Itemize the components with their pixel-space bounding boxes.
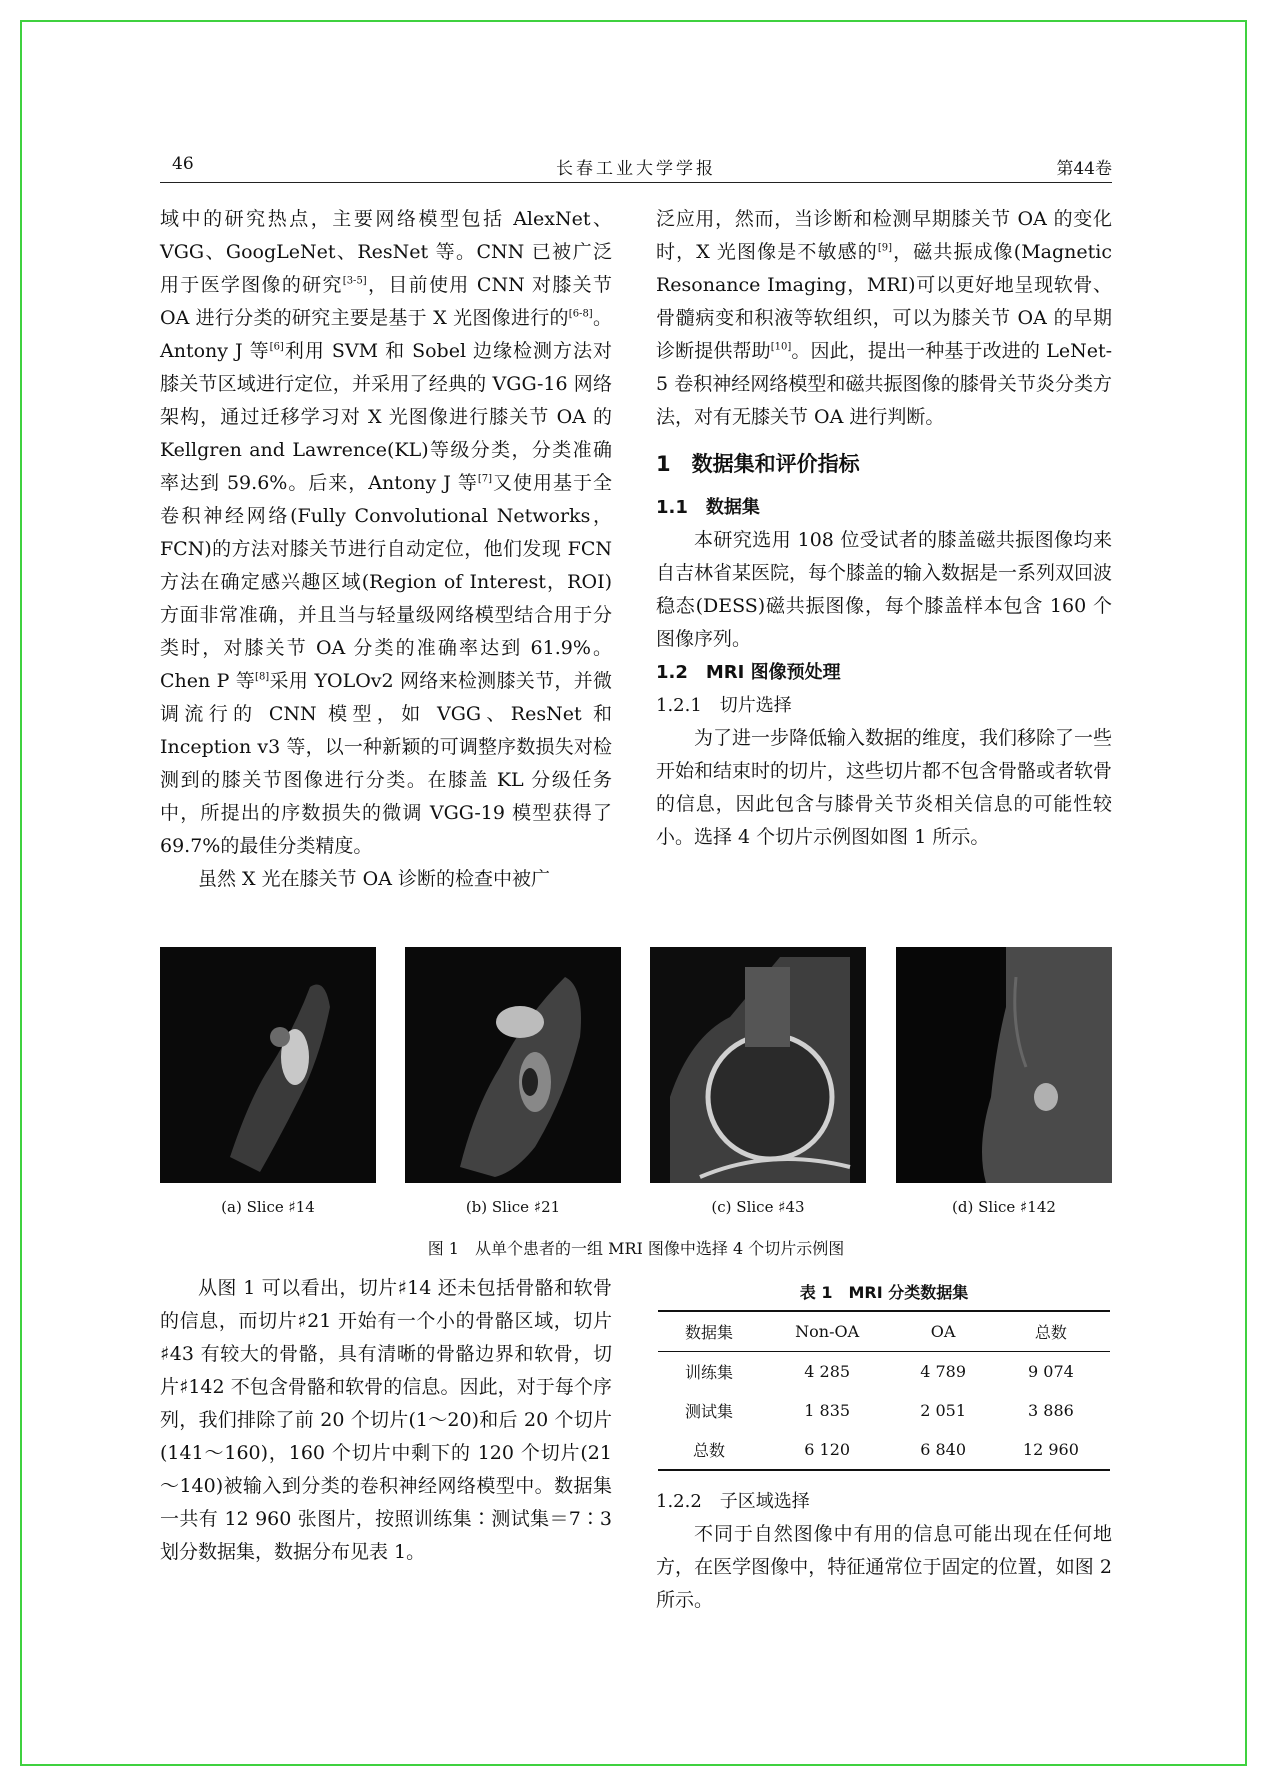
table-cell: 6 840 xyxy=(920,1440,967,1459)
citation: [6-8] xyxy=(568,308,593,320)
table-row xyxy=(658,1352,1110,1392)
table-cell: 6 120 xyxy=(804,1440,851,1459)
right-column-top xyxy=(656,203,1112,854)
right-column-bottom xyxy=(656,1485,1112,1617)
table-cell: 2 051 xyxy=(920,1401,967,1420)
table-cell: 总数 xyxy=(692,1441,725,1460)
text-run: ，磁共振成像(Magnetic Resonance Imaging，MRI)可以更好地呈现软骨、骨髓病变和积液等软组织，可以为膝关节 OA 的早期诊断提供帮助 xyxy=(656,241,1112,362)
mri-slice-21-graphic xyxy=(405,947,621,1183)
left-column-top xyxy=(160,203,612,896)
mri-slice-142-image xyxy=(896,947,1112,1183)
subsubsection-heading: 1.2.2 子区域选择 xyxy=(656,1491,810,1512)
table-cell: 3 886 xyxy=(1028,1401,1074,1420)
paragraph: 本研究选用 108 位受试者的膝盖磁共振图像均来自吉林省某医院，每个膝盖的输入数据是一系列双回波稳态(DESS)磁共振图像，每个膝盖样本包含 160 个图像序列。 xyxy=(656,529,1113,650)
paragraph: 虽然 X 光在膝关节 OA 诊断的检查中被广 xyxy=(198,868,550,890)
column-header: 数据集 xyxy=(658,1311,760,1352)
text-run: 。因此，提出一种基于改进的 LeNet-5 卷积神经网络模型和磁共振图像的膝骨关节炎分类方法，对有无膝关节 OA 进行判断。 xyxy=(656,340,1112,428)
column-header: 总数 xyxy=(992,1311,1110,1352)
citation: [10] xyxy=(770,341,792,353)
table-row xyxy=(658,1391,1110,1430)
citation: [9] xyxy=(877,242,892,254)
volume-label: 第44卷 xyxy=(1056,159,1112,179)
paragraph: 不同于自然图像中有用的信息可能出现在任何地方，在医学图像中，特征通常位于固定的位置，如图 2 所示。 xyxy=(656,1523,1112,1611)
table-cell: 9 074 xyxy=(1028,1362,1074,1381)
subsection-heading: 1.1 数据集 xyxy=(656,497,760,518)
subsection-heading: 1.2 MRI 图像预处理 xyxy=(656,662,841,683)
table-header-row xyxy=(658,1311,1110,1352)
paragraph xyxy=(160,203,612,863)
figure-caption-c: (c) Slice ♯43 xyxy=(711,1198,805,1216)
column-header: Non-OA xyxy=(760,1311,895,1352)
citation: [7] xyxy=(477,473,493,485)
mri-slice-21-image xyxy=(405,947,621,1183)
mri-slice-14-image xyxy=(160,947,376,1183)
text-run: 域中的研究热点，主要网络模型包括 AlexNet、VGG、GoogLeNet、ResNet 等。CNN 已被广泛用于医学图像的研究 xyxy=(160,208,612,296)
text-run: 。Antony J 等 xyxy=(160,307,612,362)
citation: [6] xyxy=(269,341,284,353)
mri-slice-142-graphic xyxy=(896,947,1112,1183)
table-cell: 4 285 xyxy=(804,1362,851,1381)
dataset-table xyxy=(658,1310,1110,1471)
figure-caption-d: (d) Slice ♯142 xyxy=(952,1198,1056,1216)
paragraph: 为了进一步降低输入数据的维度，我们移除了一些开始和结束时的切片，这些切片都不包含骨骼或者软骨的信息，因此包含与膝骨关节炎相关信息的可能性较小。选择 4 个切片示例图如图 1 所示。 xyxy=(656,727,1113,848)
citation: [8] xyxy=(255,671,270,683)
column-header: OA xyxy=(894,1311,991,1352)
table-cell: 训练集 xyxy=(684,1363,733,1382)
running-header xyxy=(160,150,1112,183)
subsubsection-heading: 1.2.1 切片选择 xyxy=(656,695,792,716)
citation: [3-5] xyxy=(342,275,367,287)
figure-caption-b: (b) Slice ♯21 xyxy=(465,1198,561,1216)
table-title: 表 1 MRI 分类数据集 xyxy=(799,1283,969,1302)
section-heading: 1 数据集和评价指标 xyxy=(656,452,860,476)
figure-title: 图 1 从单个患者的一组 MRI 图像中选择 4 个切片示例图 xyxy=(427,1239,845,1258)
text-run: 利用 SVM 和 Sobel 边缘检测方法对膝关节区域进行定位，并采用了经典的 VGG-16 网络架构，通过迁移学习对 X 光图像进行膝关节 OA 的 Kellgren and Lawrence(KL)等级分类，分类准确率达到 59.6%。后来，Antony J 等 xyxy=(160,340,612,494)
figure-1 xyxy=(160,947,1112,1187)
table-cell: 测试集 xyxy=(684,1402,733,1421)
page-number: 46 xyxy=(172,154,194,174)
table-cell: 1 835 xyxy=(804,1401,851,1420)
text-run: ，目前使用 CNN 对膝关节 OA 进行分类的研究主要是基于 X 光图像进行的 xyxy=(160,274,612,329)
mri-slice-14-graphic xyxy=(160,947,376,1183)
paragraph: 从图 1 可以看出，切片♯14 还未包括骨骼和软骨的信息，而切片♯21 开始有一个小的骨骼区域，切片♯43 有较大的骨骼，具有清晰的骨骼边界和软骨，切片♯142 不包含骨骼和软骨的信息。因此，对于每个序列，我们排除了前 20 个切片(1～20)和后 20 个切片(141～160)，160 个切片中剩下的 120 个切片(21～140)被输入到分类的卷积神经网络模型中。数据集一共有 12 960 张图片，按照训练集∶测试集＝7∶3 划分数据集，数据分布见表 1。 xyxy=(160,1277,612,1563)
text-run: 又使用基于全卷积神经网络(Fully Convolutional Networks，FCN)的方法对膝关节进行自动定位，他们发现 FCN 方法在确定感兴趣区域(Region of Interest，ROI)方面非常准确，并且当与轻量级网络模型结合用于分类时，对膝关节 OA 分类的准确率达到 61.9%。Chen P 等 xyxy=(160,472,612,692)
mri-slice-43-graphic xyxy=(650,947,866,1183)
journal-name: 长春工业大学学报 xyxy=(556,159,716,179)
table-row xyxy=(658,1430,1110,1470)
text-run: 泛应用，然而，当诊断和检测早期膝关节 OA 的变化时，X 光图像是不敏感的 xyxy=(656,208,1112,263)
table-cell: 4 789 xyxy=(920,1362,967,1381)
table-cell: 12 960 xyxy=(1022,1440,1079,1459)
text-run: 采用 YOLOv2 网络来检测膝关节，并微调流行的 CNN 模型，如 VGG、ResNet 和 Inception v3 等，以一种新颖的可调整序数损失对检测到的膝关节图像进行分类。在膝盖 KL 分级任务中，所提出的序数损失的微调 VGG-19 模型获得了69.7%的最佳分类精度。 xyxy=(160,670,613,857)
left-column-bottom xyxy=(160,1272,612,1569)
paragraph xyxy=(656,203,1112,434)
mri-slice-43-image xyxy=(650,947,866,1183)
figure-caption-a: (a) Slice ♯14 xyxy=(221,1198,315,1216)
